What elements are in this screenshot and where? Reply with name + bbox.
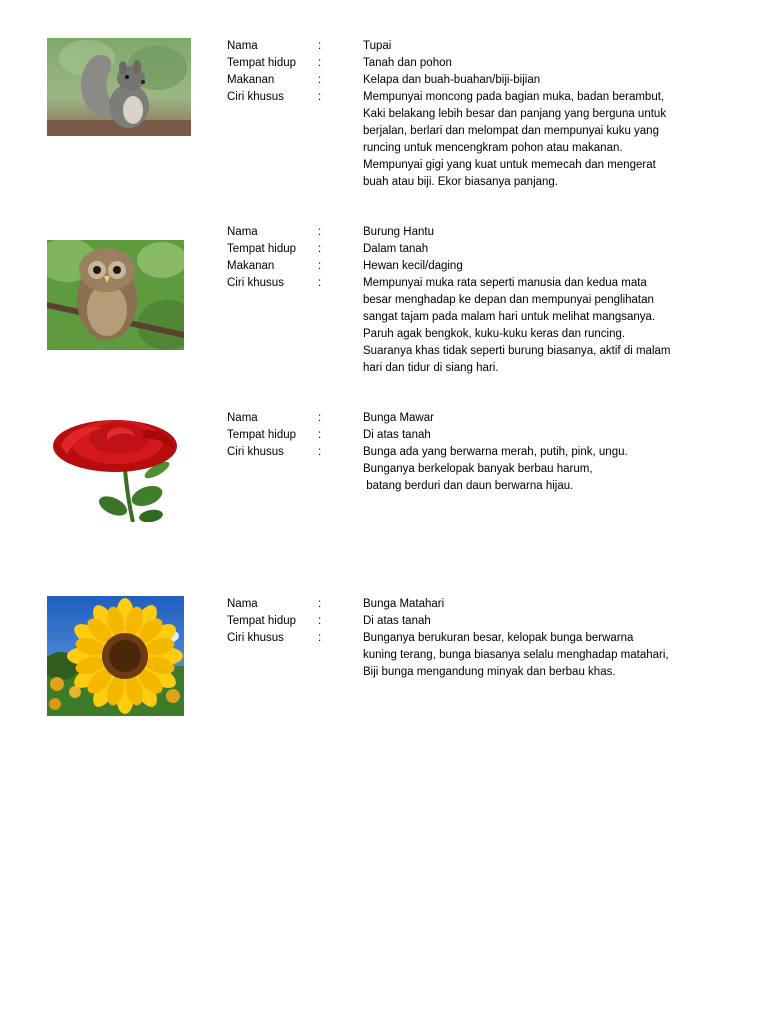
value-tempat-hidup: Dalam tanah bbox=[363, 243, 429, 255]
value-tempat-hidup: Di atas tanah bbox=[363, 429, 431, 441]
row-ciri-khusus bbox=[227, 444, 727, 495]
label-makanan: Makanan bbox=[227, 74, 275, 86]
value-makanan: Kelapa dan buah-buahan/biji-bijian bbox=[363, 74, 541, 86]
separator: : bbox=[318, 632, 322, 644]
sunflower-details bbox=[227, 596, 727, 681]
description-line: Mempunyai gigi yang kuat untuk memecah dan mengerat bbox=[363, 159, 656, 171]
description-line: Bunganya berukuran besar, kelopak bunga berwarna bbox=[363, 632, 634, 644]
row-tempat-hidup bbox=[227, 613, 727, 630]
row-nama bbox=[227, 224, 727, 241]
value-nama: Burung Hantu bbox=[363, 226, 434, 238]
label-nama: Nama bbox=[227, 412, 258, 424]
description-line: Biji bunga mengandung minyak dan berbau khas. bbox=[363, 666, 616, 678]
separator: : bbox=[318, 277, 322, 289]
description-line: kuning terang, bunga biasanya selalu menghadap matahari, bbox=[363, 649, 669, 661]
row-ciri-khusus bbox=[227, 275, 727, 377]
value-nama: Bunga Matahari bbox=[363, 598, 445, 610]
separator: : bbox=[318, 226, 322, 238]
separator: : bbox=[318, 57, 322, 69]
separator: : bbox=[318, 429, 322, 441]
sunflower-photo bbox=[47, 596, 184, 716]
label-tempat-hidup: Tempat hidup bbox=[227, 615, 297, 627]
owl-details bbox=[227, 224, 727, 377]
separator: : bbox=[318, 598, 322, 610]
value-nama: Tupai bbox=[363, 40, 392, 52]
separator: : bbox=[318, 260, 322, 272]
separator: : bbox=[318, 412, 322, 424]
row-nama bbox=[227, 38, 727, 55]
description-line: Kaki belakang lebih besar dan panjang yang berguna untuk bbox=[363, 108, 667, 120]
label-ciri-khusus: Ciri khusus bbox=[227, 277, 284, 289]
row-tempat-hidup bbox=[227, 241, 727, 258]
label-tempat-hidup: Tempat hidup bbox=[227, 243, 297, 255]
rose-photo bbox=[47, 410, 179, 522]
label-nama: Nama bbox=[227, 598, 258, 610]
description-line: Mempunyai moncong pada bagian muka, badan berambut, bbox=[363, 91, 665, 103]
separator: : bbox=[318, 40, 322, 52]
description-line: Suaranya khas tidak seperti burung biasanya, aktif di malam bbox=[363, 345, 671, 357]
row-makanan bbox=[227, 72, 727, 89]
squirrel-details bbox=[227, 38, 727, 191]
row-nama bbox=[227, 410, 727, 427]
row-ciri-khusus bbox=[227, 89, 727, 191]
description-line: buah atau biji. Ekor biasanya panjang. bbox=[363, 176, 559, 188]
row-tempat-hidup bbox=[227, 55, 727, 72]
rose-details bbox=[227, 410, 727, 495]
label-nama: Nama bbox=[227, 40, 258, 52]
separator: : bbox=[318, 243, 322, 255]
value-tempat-hidup: Tanah dan pohon bbox=[363, 57, 452, 69]
label-nama: Nama bbox=[227, 226, 258, 238]
separator: : bbox=[318, 615, 322, 627]
description-line: hari dan tidur di siang hari. bbox=[363, 362, 499, 374]
description-line: runcing untuk mencengkram pohon atau makanan. bbox=[363, 142, 623, 154]
owl-photo bbox=[47, 240, 184, 350]
description-line: berjalan, berlari dan melompat dan mempunyai kuku yang bbox=[363, 125, 659, 137]
description-line: Bunga ada yang berwarna merah, putih, pink, ungu. bbox=[363, 446, 628, 458]
separator: : bbox=[318, 91, 322, 103]
description-line: batang berduri dan daun berwarna hijau. bbox=[363, 480, 574, 492]
label-ciri-khusus: Ciri khusus bbox=[227, 632, 284, 644]
label-ciri-khusus: Ciri khusus bbox=[227, 91, 284, 103]
separator: : bbox=[318, 446, 322, 458]
row-makanan bbox=[227, 258, 727, 275]
label-tempat-hidup: Tempat hidup bbox=[227, 429, 297, 441]
value-makanan: Hewan kecil/daging bbox=[363, 260, 463, 272]
row-ciri-khusus bbox=[227, 630, 727, 681]
description-line: Paruh agak bengkok, kuku-kuku keras dan runcing. bbox=[363, 328, 626, 340]
value-tempat-hidup: Di atas tanah bbox=[363, 615, 431, 627]
separator: : bbox=[318, 74, 322, 86]
label-ciri-khusus: Ciri khusus bbox=[227, 446, 284, 458]
description-line: Mempunyai muka rata seperti manusia dan kedua mata bbox=[363, 277, 647, 289]
row-tempat-hidup bbox=[227, 427, 727, 444]
label-makanan: Makanan bbox=[227, 260, 275, 272]
row-nama bbox=[227, 596, 727, 613]
value-nama: Bunga Mawar bbox=[363, 412, 434, 424]
label-tempat-hidup: Tempat hidup bbox=[227, 57, 297, 69]
description-line: Bunganya berkelopak banyak berbau harum, bbox=[363, 463, 593, 475]
description-line: besar menghadap ke depan dan mempunyai penglihatan bbox=[363, 294, 654, 306]
squirrel-photo bbox=[47, 38, 191, 136]
description-line: sangat tajam pada malam hari untuk melihat mangsanya. bbox=[363, 311, 656, 323]
